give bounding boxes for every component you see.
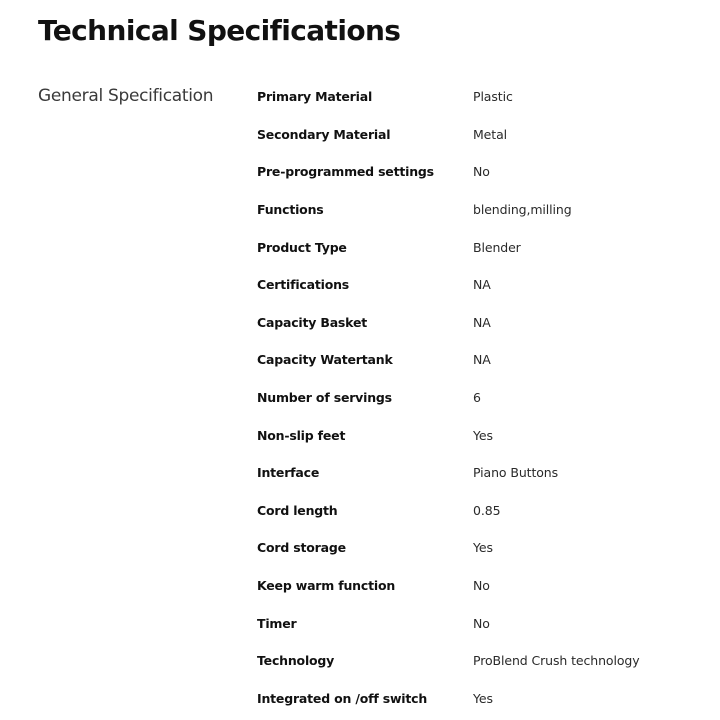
spec-label: Secondary Material: [257, 126, 391, 142]
spec-value: Piano Buttons: [473, 465, 559, 481]
spec-value: NA: [473, 277, 491, 293]
spec-value: No: [473, 578, 490, 594]
spec-value: No: [473, 164, 490, 180]
spec-value: NA: [473, 352, 491, 368]
spec-label: Number of servings: [257, 390, 392, 406]
spec-row: [257, 454, 697, 492]
spec-label: Cord length: [257, 502, 338, 518]
spec-value: Yes: [473, 690, 493, 706]
spec-row: [257, 304, 697, 342]
spec-value: ProBlend Crush technology: [473, 653, 640, 669]
spec-row: [257, 567, 697, 605]
spec-row: [257, 416, 697, 454]
spec-row: [257, 379, 697, 417]
spec-row: [257, 642, 697, 680]
spec-row: [257, 153, 697, 191]
spec-row: [257, 266, 697, 304]
spec-value: Yes: [473, 427, 493, 443]
spec-value: Blender: [473, 239, 521, 255]
spec-label: Product Type: [257, 239, 347, 255]
spec-label: Capacity Basket: [257, 314, 367, 330]
spec-label: Capacity Watertank: [257, 352, 393, 368]
spec-label: Interface: [257, 465, 320, 481]
spec-list: [257, 78, 697, 717]
spec-row: [257, 680, 697, 718]
spec-row: [257, 604, 697, 642]
spec-value: 6: [473, 390, 481, 406]
spec-label: Cord storage: [257, 540, 346, 556]
spec-row: [257, 529, 697, 567]
spec-label: Primary Material: [257, 89, 373, 105]
spec-value: No: [473, 615, 490, 631]
spec-value: blending,milling: [473, 202, 572, 218]
spec-row: [257, 78, 697, 116]
spec-value: Yes: [473, 540, 493, 556]
spec-row: [257, 191, 697, 229]
section-heading-general-specification: General Specification: [38, 86, 214, 106]
spec-value: NA: [473, 314, 491, 330]
spec-label: Integrated on /off switch: [257, 690, 428, 706]
spec-label: Functions: [257, 202, 324, 218]
spec-label: Certifications: [257, 277, 350, 293]
spec-value: Plastic: [473, 89, 513, 105]
spec-label: Keep warm function: [257, 578, 396, 594]
spec-label: Non-slip feet: [257, 427, 346, 443]
spec-row: [257, 341, 697, 379]
spec-value: 0.85: [473, 502, 501, 518]
spec-value: Metal: [473, 126, 508, 142]
page-title: Technical Specifications: [38, 14, 401, 47]
spec-label: Pre-programmed settings: [257, 164, 434, 180]
spec-row: [257, 492, 697, 530]
spec-label: Timer: [257, 615, 297, 631]
spec-row: [257, 116, 697, 154]
spec-label: Technology: [257, 653, 335, 669]
spec-row: [257, 228, 697, 266]
